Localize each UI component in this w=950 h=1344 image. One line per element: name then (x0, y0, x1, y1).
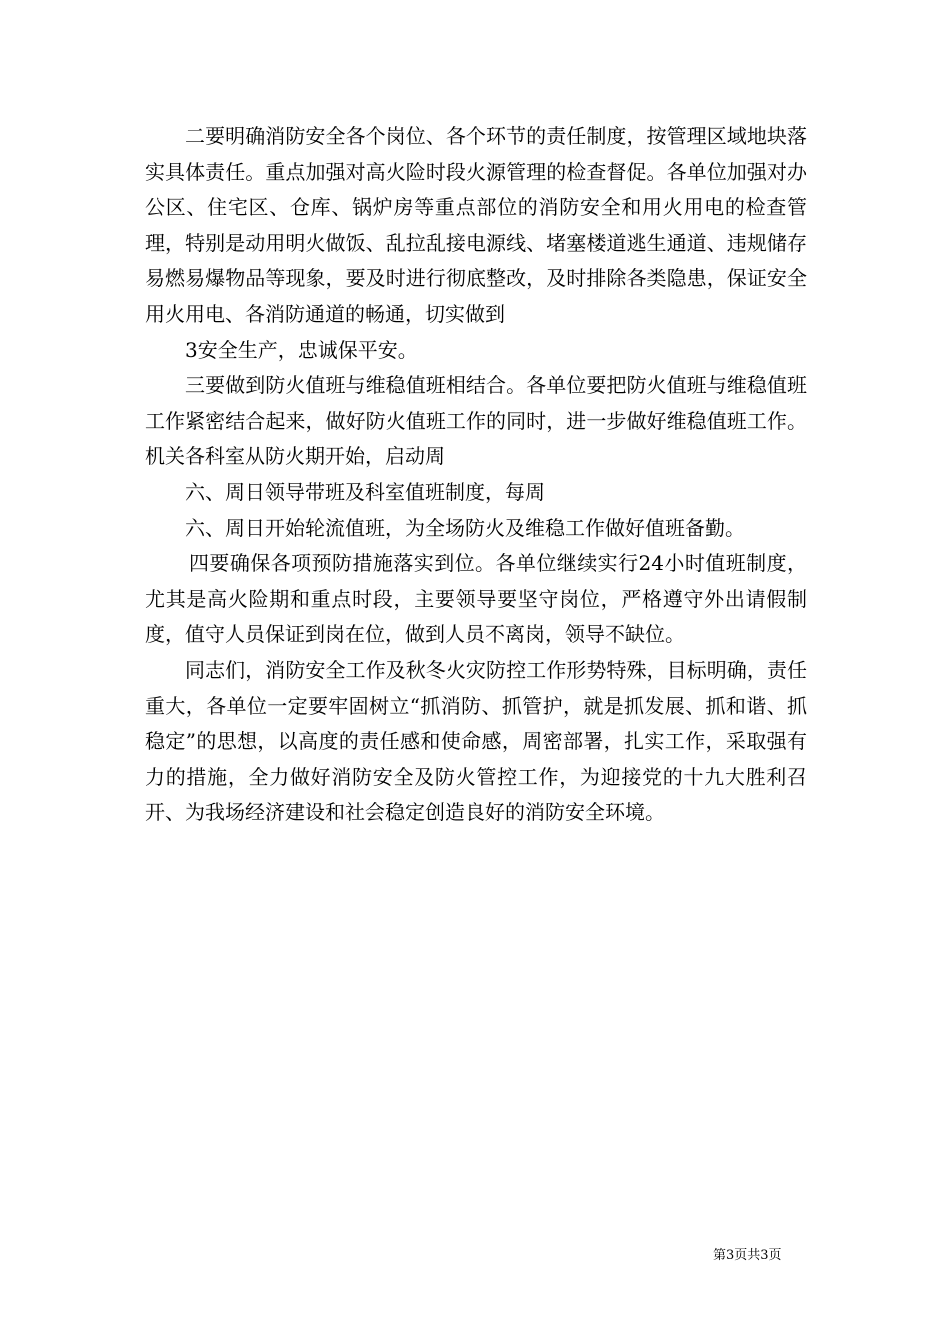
paragraph-preventive-measures: 四要确保各项预防措施落实到位。各单位继续实行24小时值班制度，尤其是高火险期和重点时段，主要领导要坚守岗位，严格遵守外出请假制度，值守人员保证到岗在位，做到人员不离岗，领导不缺位。 (145, 551, 807, 647)
page-number: 第3页共3页 (713, 1248, 782, 1263)
paragraph-duty-combination: 三要做到防火值班与维稳值班相结合。各单位要把防火值班与维稳值班工作紧密结合起来，做好防火值班工作的同时，进一步做好维稳值班工作。机关各科室从防火期开始，启动周 (145, 373, 807, 469)
paragraph-weekend-leadership: 六、周日领导带班及科室值班制度，每周 (185, 479, 545, 504)
paragraph-rotation-duty: 六、周日开始轮流值班，为全场防火及维稳工作做好值班备勤。 (185, 515, 745, 540)
document-body (145, 119, 807, 831)
paragraph-fire-responsibility: 二要明确消防安全各个岗位、各个环节的责任制度，按管理区域地块落实具体责任。重点加强对高火险时段火源管理的检查督促。各单位加强对办公区、住宅区、仓库、锅炉房等重点部位的消防安全和用火用电的检查管理，特别是动用明火做饭、乱拉乱接电源线、堵塞楼道逃生通道、违规储存易燃易爆物品等现象，要及时进行彻底整改，及时排除各类隐患，保证安全用火用电、各消防通道的畅通，切实做到 (145, 124, 807, 326)
paragraph-safety-continuation: 3安全生产，忠诚保平安。 (185, 337, 418, 362)
paragraph-closing-remarks: 同志们，消防安全工作及秋冬火灾防控工作形势特殊，目标明确，责任重大，各单位一定要牢固树立“抓消防、抓管护，就是抓发展、抓和谐、抓稳定”的思想，以高度的责任感和使命感，周密部署，扎实工作，采取强有力的措施，全力做好消防安全及防火管控工作，为迎接党的十九大胜利召开、为我场经济建设和社会稳定创造良好的消防安全环境。 (145, 657, 807, 825)
